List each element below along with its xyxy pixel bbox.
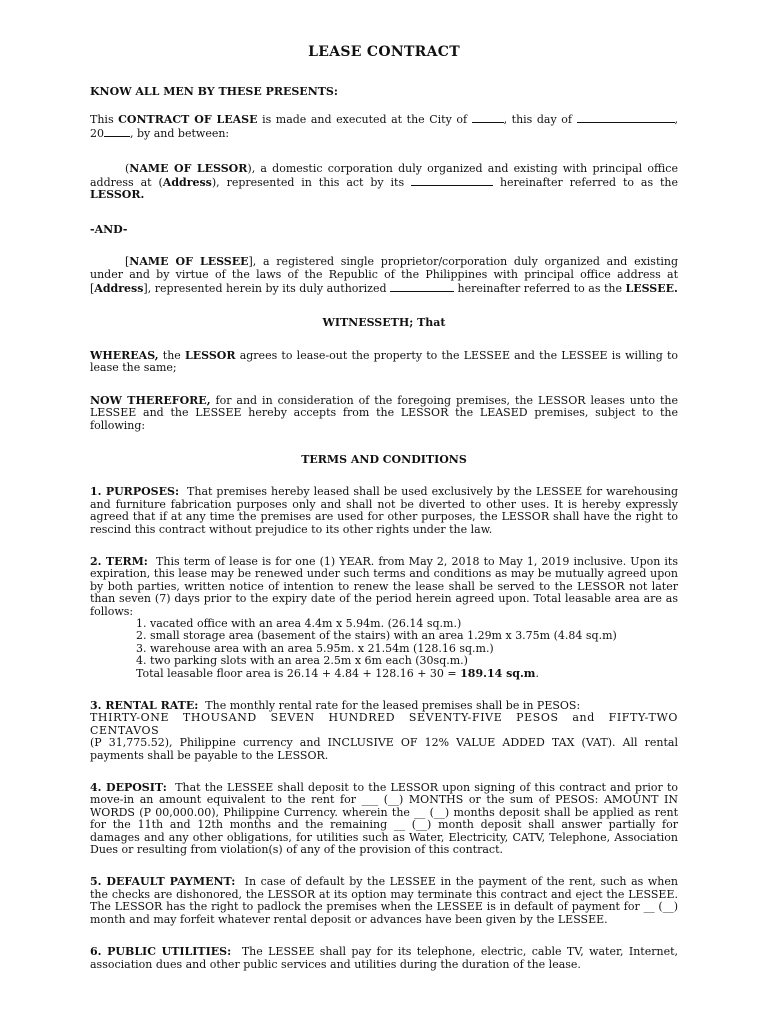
lease-contract-body <box>90 46 678 971</box>
section-text: The monthly rental rate for the leased premises shall be in PESOS: <box>205 699 581 712</box>
whereas-text: agrees to lease-out the property to the LESSEE and the LESSEE is willing to lease the same; <box>90 348 678 375</box>
lessee-paragraph: [NAME OF LESSEE], a registered single proprietor/corporation duly organized and existing under and by virtue of the laws of the Republic of the Philippines with principal office address at [Address], represented herein by its duly authorized hereinafter referred to as the LESSEE. <box>90 255 679 296</box>
lessee-text: hereinafter referred to as the <box>457 282 622 296</box>
section-text: That premises hereby leased shall be used exclusively by the LESSEE for warehousing and furniture fabrication purposes only and shall not be diverted to other uses. It is hereby expressly agreed that if at any time the premises are used for other purposes, the LESSOR shall have the right to rescind this contract without prejudice to its other rights under the law. <box>90 485 678 536</box>
list-item: 3. warehouse area with an area 5.95m. x 21.54m (128.16 sq.m.) <box>136 641 494 655</box>
name-of-lessor: NAME OF LESSOR <box>129 161 248 175</box>
whereas-lessor: LESSOR <box>185 348 236 362</box>
witnesseth-heading: WITNESSETH; That <box>322 316 446 330</box>
lessee-text: ], represented herein by its duly authorized <box>143 282 387 296</box>
section-title: 3. RENTAL RATE: <box>90 699 199 712</box>
intro-text: , by and between: <box>130 127 230 141</box>
lessor-address: Address <box>162 176 212 190</box>
section-title: 6. PUBLIC UTILITIES: <box>90 945 232 959</box>
now-therefore-paragraph <box>90 395 678 432</box>
lessee-representative-blank <box>390 281 454 292</box>
rental-amount-words: THIRTY-ONE THOUSAND SEVEN HUNDRED SEVENTY-FIVE PESOS and FIFTY-TWO CENTAVOS <box>90 711 678 737</box>
lessee-address: Address <box>94 282 144 296</box>
day-blank <box>577 112 675 123</box>
lessee-label: LESSEE. <box>625 282 678 296</box>
year-blank <box>104 126 130 137</box>
total-area-value: 189.14 sq.m <box>460 666 536 680</box>
leasable-area-list <box>90 618 678 680</box>
contract-of-lease-label: CONTRACT OF LEASE <box>118 112 258 126</box>
document-title: LEASE CONTRACT <box>308 44 460 60</box>
list-item: 2. small storage area (basement of the stairs) with an area 1.29m x 3.75m (4.84 sq.m) <box>136 629 617 643</box>
lessor-text: ), a domestic corporation duly organized and existing with principal office address at ( <box>90 161 678 190</box>
intro-text: This <box>90 112 114 126</box>
section-text: This term of lease is for one (1) YEAR. from May 2, 2018 to May 1, 2019 inclusive. Upon its expiration, this lease may be renewed under such terms and conditions as may be mutually agreed upon by both parties, written notice of intention to renew the lease shall be served to the LESSOR not later than seven (7) days prior to the expiry date of the period herein agreed upon. Total leasable area are as follows: <box>90 554 678 618</box>
now-therefore-text: for and in consideration of the foregoing premises, the LESSOR leases unto the LESSEE and the LESSEE hereby accepts from the LESSOR the LEASED premises, subject to the following: <box>90 393 678 432</box>
whereas-text: the <box>162 348 181 362</box>
lessee-text: ], a registered single proprietor/corporation duly organized and existing under and by virtue of the laws of the Republic of the Philippines with principal office address at [ <box>90 255 679 296</box>
total-area-text: Total leasable floor area is 26.14 + 4.84 + 128.16 + 30 = <box>136 666 457 680</box>
name-of-lessee: NAME OF LESSEE <box>129 255 249 269</box>
lessor-text: ), represented in this act by its <box>211 176 405 190</box>
section-purposes <box>90 486 678 536</box>
lessor-text: hereinafter referred to as the <box>499 176 679 190</box>
section-term <box>90 556 678 680</box>
terms-heading: TERMS AND CONDITIONS <box>301 452 467 466</box>
and-separator: -AND- <box>90 222 128 236</box>
list-item: 4. two parking slots with an area 2.5m x 6m each (30sq.m.) <box>136 654 468 668</box>
section-rental-rate <box>90 700 678 762</box>
intro-text: , this day of <box>503 112 572 126</box>
lessor-representative-blank <box>411 175 493 186</box>
section-default-payment <box>90 876 678 926</box>
section-text: The LESSEE shall pay for its telephone, electric, cable TV, water, Internet, association dues and other public services and utilities during the duration of the lease. <box>90 945 679 971</box>
rental-amount-figures: (P 31,775.52), Philippine currency and INCLUSIVE OF 12% VALUE ADDED TAX (VAT). All rental payments shall be payable to the LESSOR. <box>90 736 678 762</box>
section-text: That the LESSEE shall deposit to the LESSOR upon signing of this contract and prior to move-in an amount equivalent to the rent for ___ (__) MONTHS or the sum of PESOS: AMOUNT IN WORDS (P 00,000.00), Philippine Currency. wherein the __ (__) months deposit shall be applied as rent for the 11th and 12th months and the remaining __ (__) month deposit shall answer partially for damages and any other obligations, for utilities such as Water, Electricity, CATV, Telephone, Association Dues or resulting from violation(s) of any of the provision of this contract. <box>90 781 678 857</box>
intro-text: is made and executed at the City of <box>262 112 468 126</box>
city-blank <box>472 112 504 123</box>
know-all-heading: KNOW ALL MEN BY THESE PRESENTS: <box>90 85 338 99</box>
section-title: 1. PURPOSES: <box>90 485 180 499</box>
total-area-line <box>136 668 678 680</box>
list-item: 1. vacated office with an area 4.4m x 5.94m. (26.14 sq.m.) <box>136 616 462 630</box>
whereas-label: WHEREAS, <box>90 348 159 362</box>
intro-paragraph <box>90 112 678 141</box>
section-title: 5. DEFAULT PAYMENT: <box>90 875 236 889</box>
section-text: In case of default by the LESSEE in the payment of the rent, such as when the checks are dishonored, the LESSOR at its option may terminate this contract and eject the LESSEE. The LESSOR has the right to padlock the premises when the LESSEE is in default of payment for __ (__) month and may forfeit whatever rental deposit or advances have been given by the LESSEE. <box>90 875 678 926</box>
section-title: 4. DEPOSIT: <box>90 781 167 795</box>
lessor-label: LESSOR. <box>90 188 145 202</box>
now-therefore-label: NOW THEREFORE, <box>90 393 211 407</box>
section-title: 2. TERM: <box>90 554 148 568</box>
whereas-paragraph <box>90 350 678 375</box>
section-deposit <box>90 782 678 856</box>
total-area-end: . <box>535 666 539 680</box>
lessor-paragraph: (NAME OF LESSOR), a domestic corporation duly organized and existing with principal office address at (Address), represented in this act by its hereinafter referred to as the LESSOR. <box>90 161 679 202</box>
section-public-utilities <box>90 946 678 971</box>
intro-text: , 20 <box>90 112 679 141</box>
